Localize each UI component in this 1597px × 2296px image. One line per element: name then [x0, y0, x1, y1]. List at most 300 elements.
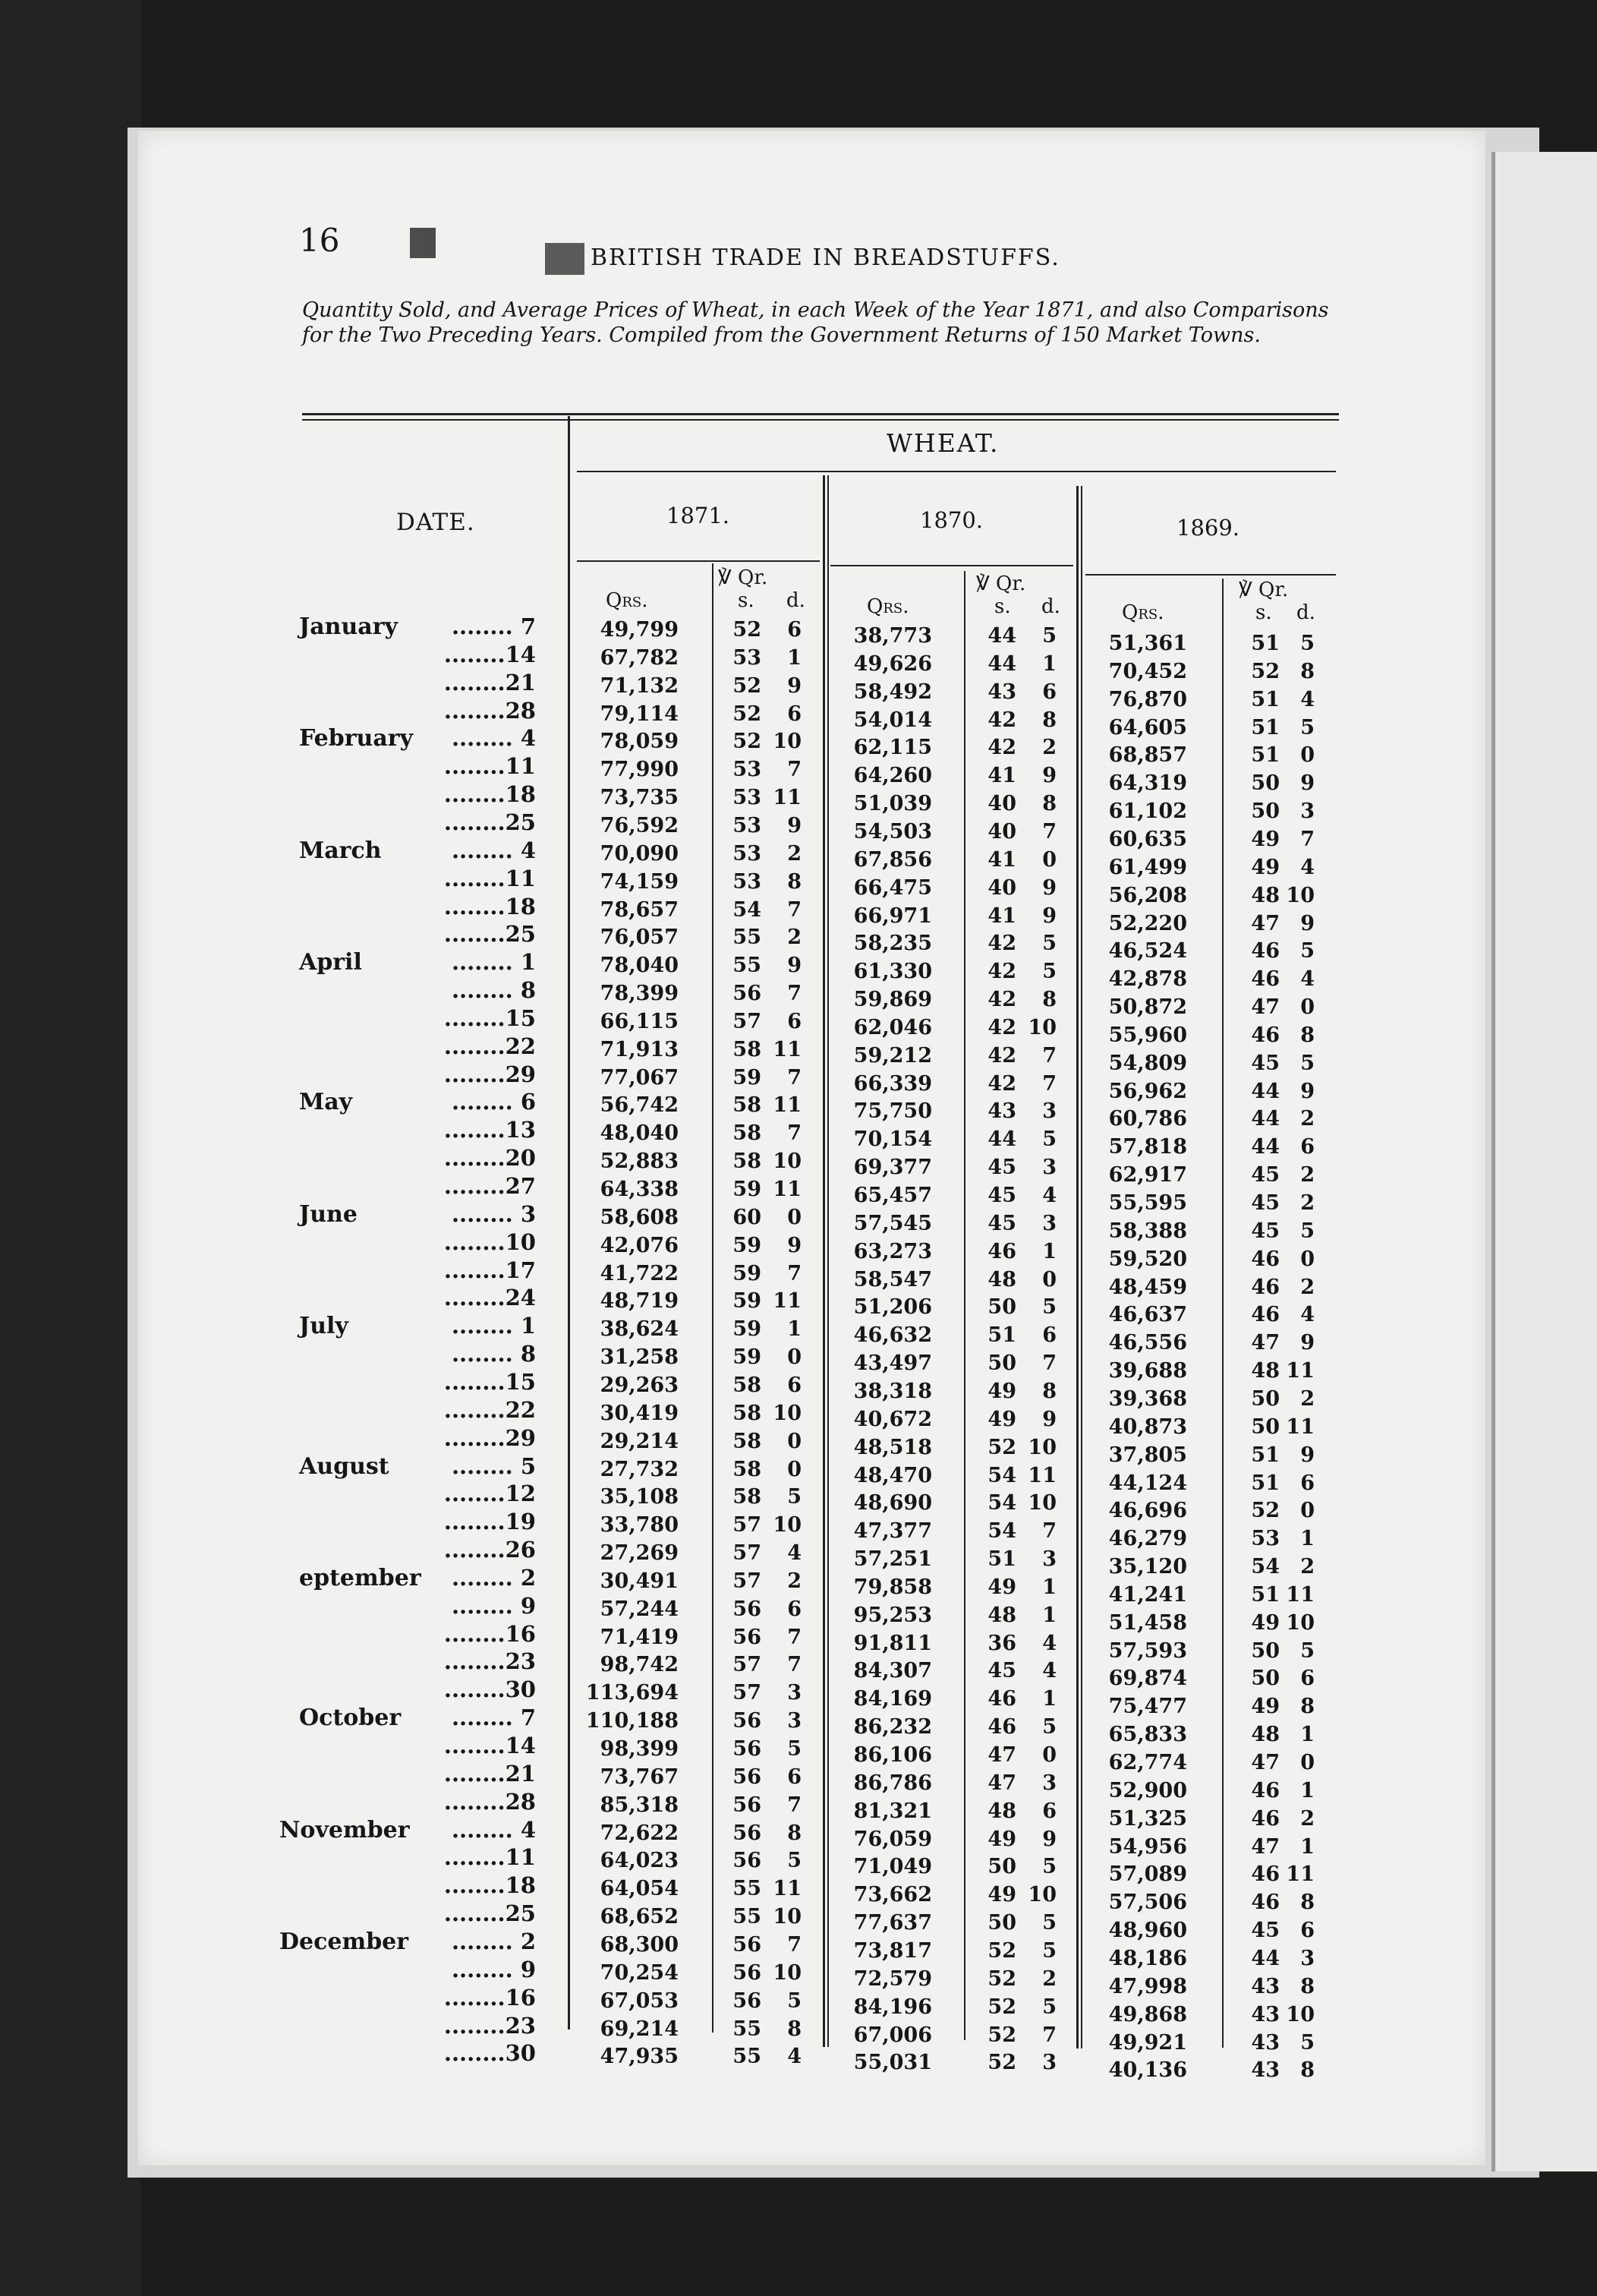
pence-cell: 5 — [787, 1988, 802, 2013]
qrs-cell: 85,318 — [600, 1793, 679, 1817]
pence-cell: 11 — [1028, 1463, 1057, 1487]
qrs-cell: 40,672 — [853, 1407, 932, 1431]
shillings-cell: 48 — [987, 1799, 1016, 1823]
pence-cell: 10 — [773, 1960, 802, 1985]
date-day: ........28 — [443, 1788, 536, 1815]
shillings-cell: 58 — [732, 1429, 761, 1453]
shillings-cell: 46 — [1251, 967, 1280, 992]
shillings-cell: 51 — [987, 1547, 1016, 1572]
date-day: ........ 8 — [451, 977, 536, 1004]
qrs-cell: 70,154 — [853, 1128, 932, 1152]
shillings-cell: 42 — [987, 1071, 1016, 1096]
qrs-cell: 79,114 — [600, 702, 679, 726]
year-header: 1870. — [920, 507, 984, 533]
qrs-cell: 38,624 — [600, 1317, 679, 1342]
pence-cell: 9 — [1042, 1407, 1057, 1431]
pence-cell: 4 — [787, 2045, 802, 2069]
pence-cell: 5 — [787, 1849, 802, 1873]
qrs-cell: 52,883 — [600, 1150, 679, 1174]
shillings-cell: 52 — [987, 2023, 1016, 2047]
pence-cell: 1 — [1042, 651, 1057, 676]
shillings-cell: 43 — [1251, 2058, 1280, 2083]
qrs-cell: 55,031 — [853, 2051, 932, 2075]
shillings-cell: 52 — [1251, 659, 1280, 683]
qrs-cell: 64,338 — [600, 1178, 679, 1201]
shillings-cell: 56 — [732, 1597, 761, 1621]
pence-cell: 1 — [787, 1317, 802, 1342]
pence-cell: 1 — [1300, 1778, 1315, 1802]
date-day: ........13 — [443, 1117, 536, 1143]
qrs-cell: 49,626 — [853, 651, 932, 676]
qrs-cell: 48,960 — [1108, 1919, 1187, 1943]
month-label: August — [299, 1452, 389, 1480]
pence-cell: 7 — [787, 1932, 802, 1957]
wheat-header: WHEAT. — [887, 428, 1000, 458]
date-day: ........27 — [443, 1173, 536, 1199]
qrs-cell: 56,742 — [600, 1093, 679, 1118]
pence-cell: 2 — [1300, 1107, 1315, 1131]
pence-cell: 9 — [787, 813, 802, 837]
date-day: ........22 — [443, 1396, 536, 1423]
shillings-cell: 44 — [987, 651, 1016, 676]
shillings-cell: 42 — [987, 708, 1016, 732]
pence-cell: 9 — [787, 1233, 802, 1257]
pence-cell: 9 — [1042, 1827, 1057, 1851]
pence-cell: 11 — [773, 1289, 802, 1314]
qrs-cell: 72,622 — [600, 1821, 679, 1845]
qrs-cell: 71,132 — [600, 673, 679, 698]
pence-cell: 5 — [1042, 960, 1057, 984]
shillings-cell: 58 — [732, 1485, 761, 1509]
month-label: April — [299, 949, 362, 976]
qrs-cell: 62,774 — [1108, 1751, 1187, 1774]
date-day: ........26 — [443, 1537, 536, 1563]
date-day: ........19 — [443, 1509, 536, 1535]
pence-cell: 11 — [773, 1093, 802, 1118]
shillings-cell: 57 — [732, 1513, 761, 1538]
qrs-cell: 46,637 — [1108, 1303, 1187, 1327]
date-day: ........ 4 — [451, 725, 536, 752]
shillings-cell: 51 — [1251, 632, 1280, 655]
pence-cell: 11 — [1286, 1359, 1315, 1383]
pence-cell: 3 — [1300, 800, 1315, 824]
qrs-cell: 46,524 — [1108, 939, 1187, 964]
shillings-cell: 56 — [732, 1737, 761, 1761]
date-header: DATE. — [396, 509, 475, 536]
qrs-cell: 42,076 — [600, 1233, 679, 1257]
qrs-cell: 58,492 — [853, 680, 932, 704]
qrs-cell: 57,251 — [853, 1547, 932, 1572]
date-day: ........18 — [443, 781, 536, 808]
qrs-header: Qrs. — [606, 589, 648, 612]
qrs-cell: 63,273 — [853, 1239, 932, 1263]
shillings-cell: 51 — [987, 1323, 1016, 1348]
shillings-cell: 55 — [732, 1905, 761, 1929]
shillings-cell: 47 — [1251, 995, 1280, 1020]
date-day: ........ 1 — [451, 949, 536, 976]
pence-cell: 2 — [1300, 1386, 1315, 1411]
shillings-cell: 43 — [987, 1099, 1016, 1124]
shillings-cell: 58 — [732, 1121, 761, 1146]
date-day: ........25 — [443, 921, 536, 948]
pence-cell: 8 — [787, 2017, 802, 2041]
shillings-cell: 46 — [1251, 1891, 1280, 1915]
date-day: ........28 — [443, 697, 536, 724]
shillings-cell: 44 — [1251, 1107, 1280, 1131]
pence-cell: 5 — [1300, 2030, 1315, 2055]
qrs-cell: 47,935 — [600, 2045, 679, 2069]
pence-cell: 4 — [1300, 687, 1315, 711]
pence-cell: 8 — [1300, 1695, 1315, 1719]
date-day: ........10 — [443, 1228, 536, 1255]
date-day: ........ 8 — [451, 1341, 536, 1367]
shillings-cell: 56 — [732, 1960, 761, 1985]
qrs-cell: 41,241 — [1108, 1582, 1187, 1607]
date-day: ........15 — [443, 1004, 536, 1031]
pence-cell: 8 — [1042, 988, 1057, 1012]
pence-cell: 10 — [773, 1150, 802, 1174]
qrs-cell: 40,873 — [1108, 1414, 1187, 1439]
shillings-cell: 58 — [732, 1401, 761, 1425]
qrs-cell: 27,732 — [600, 1457, 679, 1481]
pence-cell: 10 — [773, 1905, 802, 1929]
pence-cell: 1 — [1042, 1687, 1057, 1711]
month-label: March — [299, 837, 382, 864]
qrs-cell: 48,040 — [600, 1121, 679, 1146]
date-day: ........ 4 — [451, 837, 536, 863]
pence-cell: 2 — [787, 841, 802, 866]
qrs-cell: 76,870 — [1108, 687, 1187, 711]
shillings-cell: 56 — [732, 1849, 761, 1873]
pence-cell: 9 — [1300, 771, 1315, 796]
pence-cell: 7 — [787, 758, 802, 782]
shillings-cell: 52 — [987, 1938, 1016, 1963]
shillings-cell: 49 — [987, 1379, 1016, 1403]
pence-cell: 7 — [1042, 1071, 1057, 1096]
shillings-cell: 47 — [1251, 1331, 1280, 1355]
year-header: 1871. — [666, 503, 730, 528]
shillings-cell: 57 — [732, 1653, 761, 1677]
qrs-cell: 39,368 — [1108, 1386, 1187, 1411]
pence-cell: 0 — [1042, 847, 1057, 872]
date-day: ........25 — [443, 1900, 536, 1927]
qrs-cell: 98,399 — [600, 1737, 679, 1761]
date-day: ........11 — [443, 1844, 536, 1871]
pence-cell: 5 — [1042, 624, 1057, 648]
month-label: July — [299, 1313, 348, 1340]
qrs-cell: 86,106 — [853, 1743, 932, 1767]
shillings-cell: 58 — [732, 1037, 761, 1061]
pence-cell: 9 — [1042, 904, 1057, 928]
shillings-cell: 50 — [1251, 1414, 1280, 1439]
qrs-cell: 56,962 — [1108, 1079, 1187, 1103]
year-header: 1869. — [1176, 515, 1240, 541]
qrs-cell: 27,269 — [600, 1541, 679, 1566]
header-rule — [1085, 574, 1336, 576]
column-rule — [827, 475, 829, 2047]
pence-cell: 6 — [787, 1009, 802, 1033]
pence-cell: 8 — [1042, 792, 1057, 816]
pence-cell: 5 — [1042, 1938, 1057, 1963]
pence-cell: 7 — [787, 1261, 802, 1285]
qrs-cell: 46,556 — [1108, 1331, 1187, 1355]
pence-cell: 7 — [787, 982, 802, 1006]
shillings-cell: 52 — [732, 673, 761, 698]
date-day: ........ 4 — [451, 1816, 536, 1843]
qrs-cell: 95,253 — [853, 1603, 932, 1627]
qrs-cell: 59,869 — [853, 988, 932, 1012]
date-day: ........24 — [443, 1285, 536, 1311]
date-day: ........21 — [443, 1760, 536, 1787]
qrs-cell: 62,917 — [1108, 1163, 1187, 1187]
shillings-cell: 46 — [1251, 1023, 1280, 1047]
shillings-cell: 41 — [987, 904, 1016, 928]
date-day: ........30 — [443, 1676, 536, 1703]
shillings-cell: 49 — [1251, 1695, 1280, 1719]
shillings-cell: 51 — [1251, 743, 1280, 768]
month-label: February — [299, 725, 414, 752]
qrs-cell: 84,196 — [853, 1995, 932, 2019]
qrs-cell: 30,419 — [600, 1401, 679, 1425]
date-day: ........11 — [443, 753, 536, 780]
date-day: ........ 5 — [451, 1452, 536, 1479]
shillings-cell: 55 — [732, 1877, 761, 1901]
date-day: ........23 — [443, 1648, 536, 1675]
pence-cell: 11 — [773, 786, 802, 810]
qrs-cell: 76,059 — [853, 1827, 932, 1851]
shillings-cell: 43 — [1251, 1974, 1280, 1998]
library-stamp-mark — [410, 228, 436, 258]
qrs-cell: 58,547 — [853, 1267, 932, 1292]
column-rule — [823, 475, 825, 2047]
pence-cell: 9 — [1300, 1443, 1315, 1467]
shillings-cell: 40 — [987, 875, 1016, 900]
pence-cell: 4 — [1042, 1659, 1057, 1683]
qrs-cell: 57,818 — [1108, 1135, 1187, 1159]
qrs-cell: 69,377 — [853, 1156, 932, 1180]
date-day: ........ 3 — [451, 1200, 536, 1227]
qrs-cell: 58,388 — [1108, 1219, 1187, 1243]
pence-cell: 4 — [1042, 1184, 1057, 1207]
pence-cell: 6 — [787, 618, 802, 642]
pence-cell: 9 — [787, 954, 802, 978]
pence-cell: 6 — [787, 1373, 802, 1397]
s-header: s. — [1255, 601, 1272, 624]
pence-cell: 10 — [773, 1513, 802, 1538]
qrs-cell: 77,067 — [600, 1065, 679, 1090]
shillings-cell: 52 — [987, 1966, 1016, 1991]
pence-cell: 9 — [787, 673, 802, 698]
shillings-cell: 53 — [732, 786, 761, 810]
pence-cell: 1 — [1042, 1239, 1057, 1263]
shillings-cell: 41 — [987, 847, 1016, 872]
qrs-cell: 37,805 — [1108, 1443, 1187, 1467]
shillings-cell: 46 — [1251, 1303, 1280, 1327]
qrs-cell: 84,307 — [853, 1659, 932, 1683]
shillings-cell: 55 — [732, 954, 761, 978]
qrs-cell: 35,108 — [600, 1485, 679, 1509]
qrs-cell: 33,780 — [600, 1513, 679, 1538]
shillings-cell: 43 — [1251, 2030, 1280, 2055]
qrs-cell: 76,057 — [600, 926, 679, 950]
pence-cell: 3 — [1042, 1156, 1057, 1180]
facing-page-edge — [1491, 152, 1597, 2171]
qrs-cell: 30,491 — [600, 1569, 679, 1593]
shillings-cell: 52 — [732, 702, 761, 726]
pence-cell: 5 — [1300, 632, 1315, 655]
shillings-cell: 45 — [987, 1156, 1016, 1180]
qrs-cell: 46,632 — [853, 1323, 932, 1348]
qrs-cell: 57,593 — [1108, 1638, 1187, 1663]
shillings-cell: 44 — [1251, 1135, 1280, 1159]
pence-cell: 3 — [1042, 1211, 1057, 1235]
shillings-cell: 55 — [732, 926, 761, 950]
qrs-cell: 67,006 — [853, 2023, 932, 2047]
date-day: ........ 6 — [451, 1089, 536, 1115]
pence-cell: 7 — [787, 1065, 802, 1090]
shillings-cell: 46 — [1251, 1862, 1280, 1887]
pence-cell: 6 — [787, 1765, 802, 1789]
pence-cell: 5 — [1042, 1128, 1057, 1152]
pence-cell: 3 — [1300, 1946, 1315, 1970]
shillings-cell: 46 — [987, 1715, 1016, 1739]
shillings-cell: 57 — [732, 1681, 761, 1705]
pence-cell: 10 — [1028, 1435, 1057, 1459]
qrs-cell: 75,477 — [1108, 1695, 1187, 1719]
shillings-cell: 45 — [1251, 1919, 1280, 1943]
qrs-cell: 60,635 — [1108, 827, 1187, 851]
shillings-cell: 51 — [1251, 687, 1280, 711]
qrs-cell: 110,188 — [585, 1709, 679, 1733]
date-day: ........11 — [443, 865, 536, 891]
pence-cell: 0 — [1300, 995, 1315, 1020]
shillings-cell: 52 — [987, 1435, 1016, 1459]
pence-cell: 11 — [1286, 1414, 1315, 1439]
shillings-cell: 59 — [732, 1233, 761, 1257]
pence-cell: 10 — [1286, 2002, 1315, 2026]
shillings-cell: 48 — [1251, 883, 1280, 907]
shillings-cell: 57 — [732, 1569, 761, 1593]
shillings-cell: 56 — [732, 1793, 761, 1817]
pence-cell: 2 — [1042, 1966, 1057, 1991]
date-day: ........18 — [443, 1872, 536, 1899]
qrs-cell: 57,506 — [1108, 1891, 1187, 1915]
shillings-cell: 53 — [732, 869, 761, 894]
pence-cell: 6 — [1300, 1135, 1315, 1159]
pence-cell: 5 — [1300, 1638, 1315, 1663]
shillings-cell: 53 — [732, 758, 761, 782]
qrs-cell: 86,786 — [853, 1771, 932, 1795]
pence-cell: 10 — [1286, 1610, 1315, 1635]
qrs-cell: 113,694 — [585, 1681, 679, 1705]
shillings-cell: 50 — [1251, 771, 1280, 796]
pence-cell: 7 — [1042, 819, 1057, 844]
shillings-cell: 56 — [732, 1821, 761, 1845]
date-day: ........29 — [443, 1424, 536, 1451]
shillings-cell: 46 — [1251, 1778, 1280, 1802]
date-day: ........ 9 — [451, 1956, 536, 1982]
pence-cell: 8 — [1300, 659, 1315, 683]
shillings-cell: 48 — [987, 1267, 1016, 1292]
pence-cell: 7 — [787, 897, 802, 922]
shillings-cell: 47 — [1251, 911, 1280, 935]
pence-cell: 4 — [1300, 855, 1315, 879]
qrs-cell: 71,419 — [600, 1625, 679, 1649]
date-day: ........16 — [443, 1620, 536, 1647]
month-label: eptember — [299, 1564, 421, 1591]
qrs-cell: 78,059 — [600, 730, 679, 754]
pence-cell: 8 — [1300, 1974, 1315, 1998]
shillings-cell: 57 — [732, 1541, 761, 1566]
column-rule — [1222, 579, 1224, 2048]
shillings-cell: 45 — [987, 1211, 1016, 1235]
qrs-cell: 67,782 — [600, 645, 679, 670]
pence-cell: 6 — [787, 702, 802, 726]
qrs-cell: 66,475 — [853, 875, 932, 900]
shillings-cell: 49 — [987, 1575, 1016, 1599]
running-header: BRITISH TRADE IN BREADSTUFFS. — [591, 244, 1060, 271]
pence-cell: 5 — [1042, 1911, 1057, 1935]
qrs-cell: 65,833 — [1108, 1723, 1187, 1747]
shillings-cell: 56 — [732, 1625, 761, 1649]
pence-cell: 5 — [1300, 1219, 1315, 1243]
qrs-cell: 51,458 — [1108, 1610, 1187, 1635]
pence-cell: 5 — [1300, 715, 1315, 740]
pence-cell: 11 — [773, 1037, 802, 1061]
shillings-cell: 36 — [987, 1631, 1016, 1655]
qrs-cell: 35,120 — [1108, 1555, 1187, 1579]
pence-cell: 4 — [1042, 1631, 1057, 1655]
date-day: ........ 2 — [451, 1564, 536, 1591]
shillings-cell: 49 — [1251, 1610, 1280, 1635]
qrs-cell: 64,054 — [600, 1877, 679, 1901]
qrs-cell: 78,040 — [600, 954, 679, 978]
shillings-cell: 49 — [1251, 827, 1280, 851]
column-rule — [712, 563, 713, 2033]
qrs-cell: 55,960 — [1108, 1023, 1187, 1047]
qrs-cell: 58,608 — [600, 1205, 679, 1229]
qrs-cell: 73,767 — [600, 1765, 679, 1789]
pence-cell: 0 — [787, 1457, 802, 1481]
shillings-cell: 45 — [987, 1184, 1016, 1207]
qrs-cell: 42,878 — [1108, 967, 1187, 992]
qrs-cell: 67,856 — [853, 847, 932, 872]
pence-cell: 11 — [773, 1877, 802, 1901]
qrs-cell: 78,657 — [600, 897, 679, 922]
shillings-cell: 49 — [987, 1827, 1016, 1851]
qrs-cell: 50,872 — [1108, 995, 1187, 1020]
pence-cell: 3 — [787, 1709, 802, 1733]
shillings-cell: 48 — [1251, 1723, 1280, 1747]
header-rule — [830, 565, 1073, 566]
pence-cell: 2 — [1300, 1555, 1315, 1579]
shillings-cell: 50 — [987, 1351, 1016, 1376]
shillings-cell: 41 — [987, 764, 1016, 788]
qrs-cell: 75,750 — [853, 1099, 932, 1124]
date-day: ........30 — [443, 2040, 536, 2067]
pence-cell: 10 — [1286, 883, 1315, 907]
qrs-cell: 51,361 — [1108, 632, 1187, 655]
pence-cell: 10 — [1028, 1491, 1057, 1515]
pence-cell: 8 — [1300, 1023, 1315, 1047]
month-label: January — [299, 613, 398, 640]
qrs-cell: 70,090 — [600, 841, 679, 866]
shillings-cell: 53 — [732, 813, 761, 837]
qrs-cell: 65,457 — [853, 1184, 932, 1207]
month-label: December — [279, 1928, 409, 1955]
qrs-cell: 40,136 — [1108, 2058, 1187, 2083]
qrs-cell: 74,159 — [600, 869, 679, 894]
